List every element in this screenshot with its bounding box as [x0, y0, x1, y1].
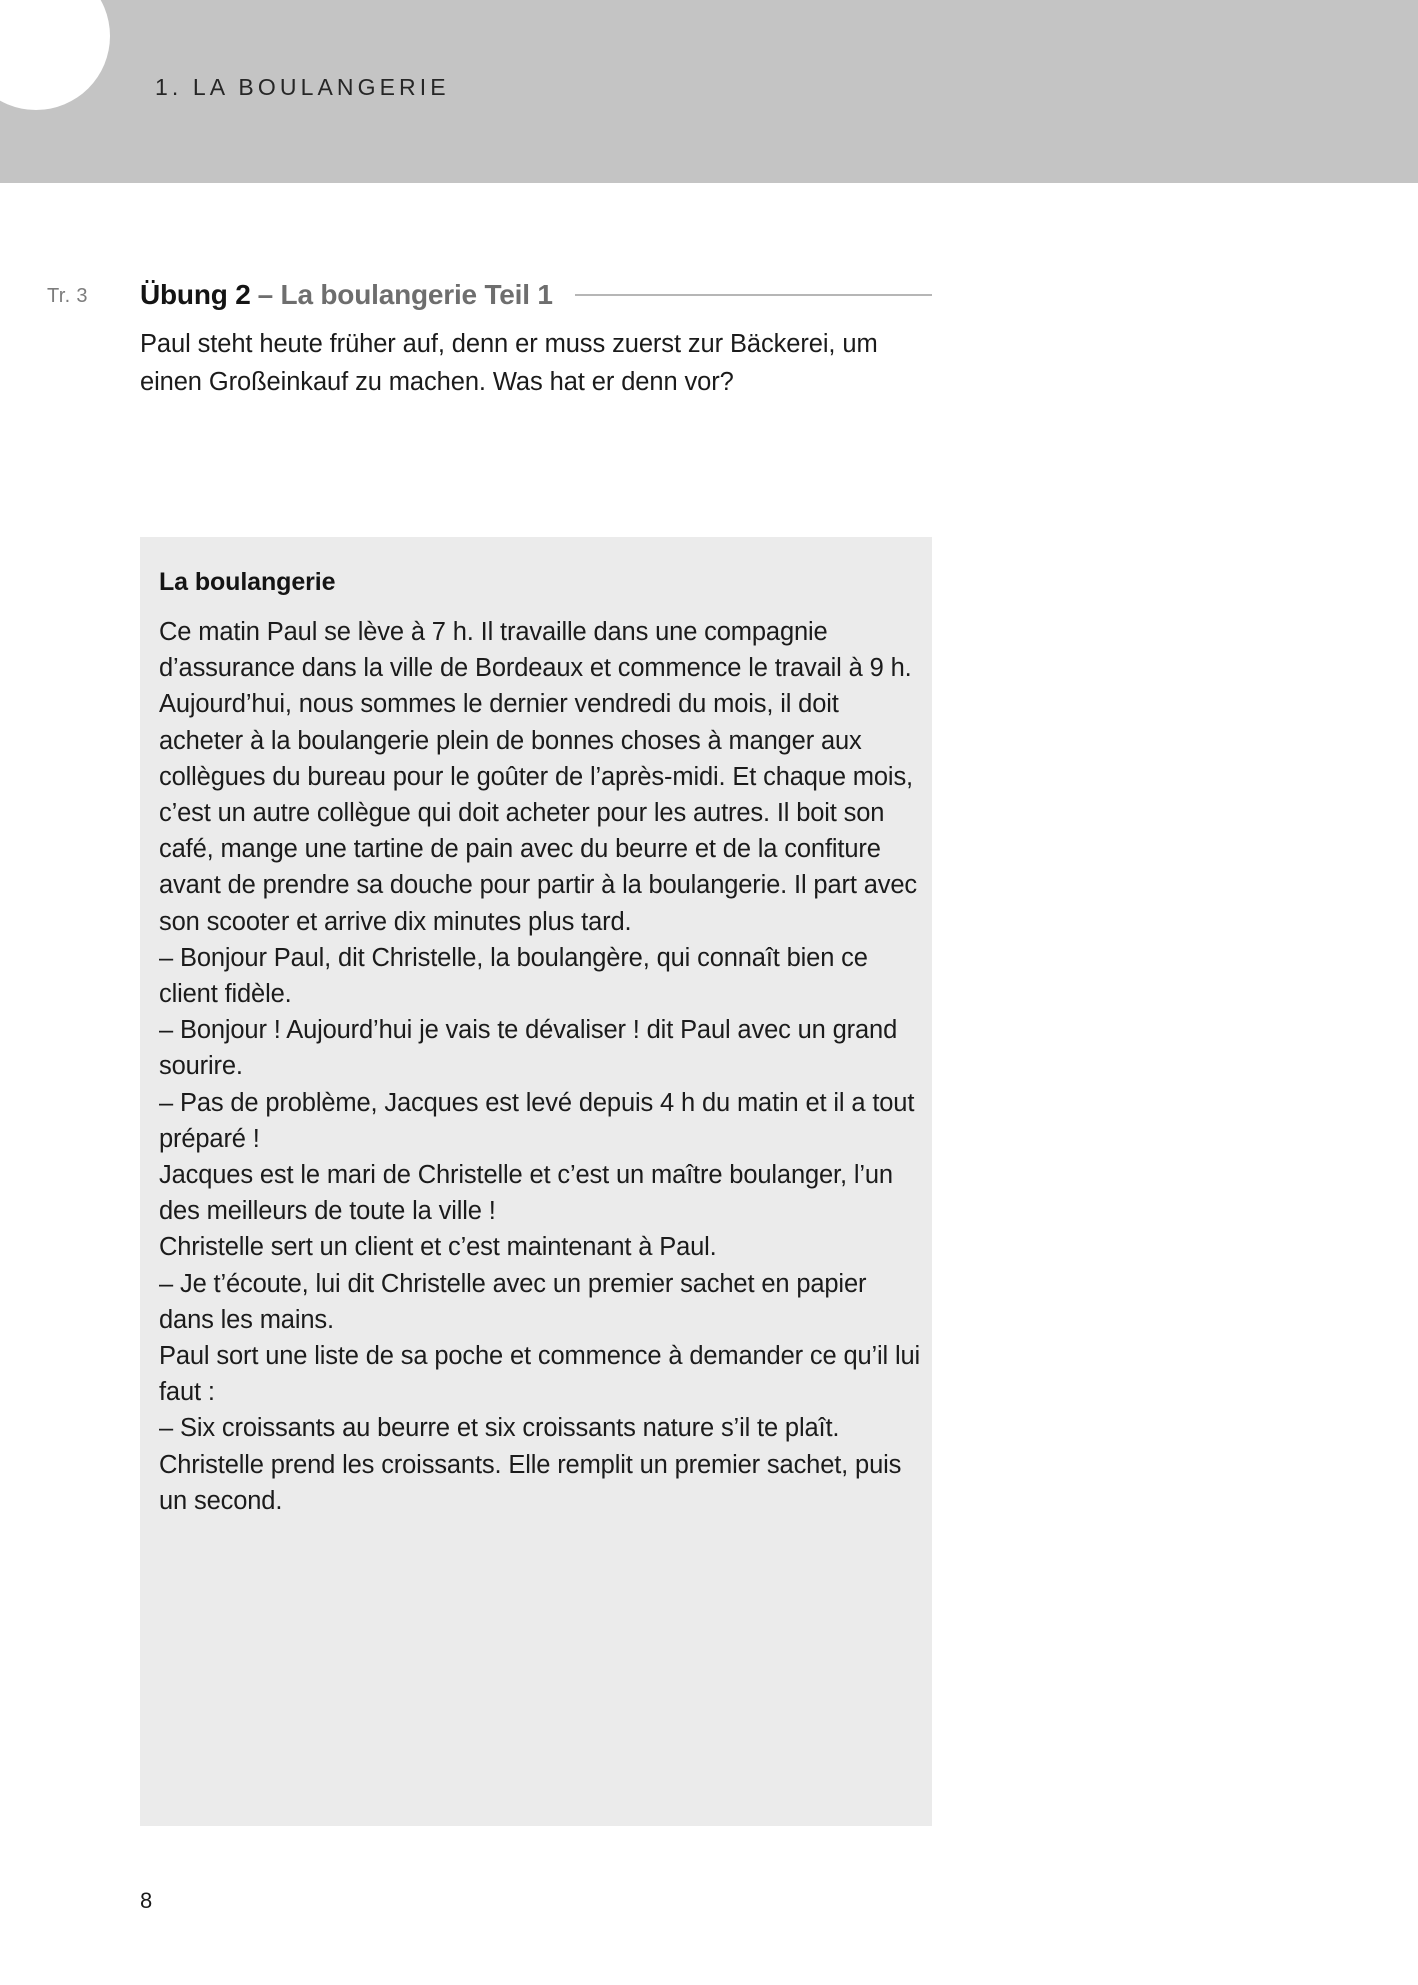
reading-text-paragraph: – Pas de problème, Jacques est levé depuis 4 h du matin et il a tout préparé ! — [159, 1088, 915, 1153]
reading-text-paragraph: – Bonjour ! Aujourd’hui je vais te dévaliser ! dit Paul avec un grand sourire. — [159, 1016, 898, 1081]
reading-text-paragraph: Christelle prend les croissants. Elle remplit un premier sachet, puis un second. — [159, 1450, 902, 1515]
reading-text-paragraph: Christelle sert un client et c’est maintenant à Paul. — [159, 1233, 717, 1262]
exercise-instruction-text: Paul steht heute früher auf, denn er muss zuerst zur Bäckerei, um einen Großeinkauf zu machen. Was hat er denn vor? — [140, 330, 878, 396]
exercise-heading — [140, 279, 932, 311]
chapter-title: 1. LA BOULANGERIE — [155, 74, 450, 100]
reading-text-paragraph: – Bonjour Paul, dit Christelle, la boulangère, qui connaît bien ce client fidèle. — [159, 943, 868, 1009]
reading-text-body — [159, 614, 921, 1519]
reading-text-paragraph: – Je t’écoute, lui dit Christelle avec un premier sachet en papier dans les mains. — [159, 1269, 867, 1334]
exercise-subtitle: – La boulangerie Teil 1 — [257, 279, 553, 310]
header-banner — [0, 0, 1418, 183]
page-number: 8 — [140, 1888, 153, 1913]
reading-text-paragraph: Ce matin Paul se lève à 7 h. Il travaille dans une compagnie d’assurance dans la ville de Bordeaux et commence le travail à 9 h. Aujourd’hui, nous sommes le dernier vendredi du mois, il doit acheter à la boulangerie plein de bonnes choses à manger aux collègues du bureau pour le goûter de l’après-midi. Et chaque mois, c’est un autre collègue qui doit acheter pour les autres. Il boit son café, mange une tartine de pain avec du beurre et de la confiture avant de prendre sa douche pour partir à la boulangerie. Il part avec son scooter et arrive dix minutes plus tard. — [159, 618, 917, 936]
reading-text-title: La boulangerie — [159, 568, 336, 596]
heading-rule — [575, 294, 932, 296]
reading-text-paragraph: – Six croissants au beurre et six croissants nature s’il te plaît. — [159, 1414, 840, 1443]
decorative-circle — [0, 0, 110, 110]
audio-track-label: Tr. 3 — [47, 285, 88, 307]
reading-text-paragraph: Jacques est le mari de Christelle et c’est un maître boulanger, l’un des meilleurs de toute la ville ! — [159, 1161, 893, 1226]
reading-text-paragraph: Paul sort une liste de sa poche et commence à demander ce qu’il lui faut : — [159, 1342, 921, 1407]
reading-text-box — [140, 537, 932, 1826]
exercise-number: Übung 2 — [140, 279, 251, 310]
